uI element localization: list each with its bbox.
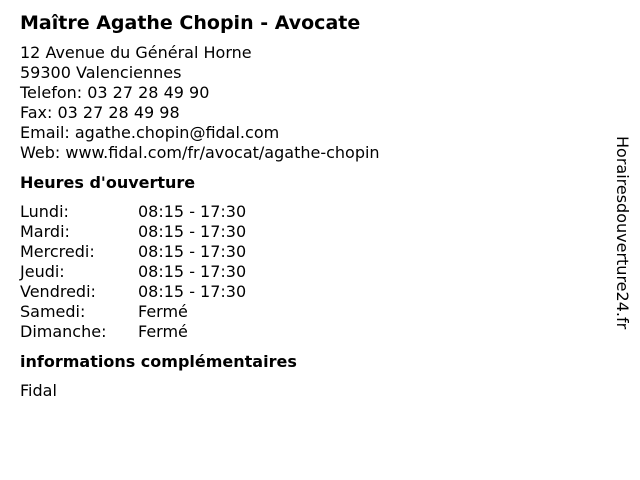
- time-value: Fermé: [138, 302, 188, 321]
- day-label: Vendredi:: [20, 282, 96, 301]
- day-label: Dimanche:: [20, 322, 107, 341]
- hours-row-tuesday: [20, 222, 600, 242]
- fax-number: Fax: 03 27 28 49 98: [20, 103, 180, 122]
- hours-table: [20, 202, 600, 342]
- website-url: Web: www.fidal.com/fr/avocat/agathe-chopin: [20, 143, 380, 162]
- contact-block: [20, 43, 600, 163]
- day-label: Samedi:: [20, 302, 86, 321]
- day-label: Mercredi:: [20, 242, 95, 261]
- hours-row-thursday: [20, 262, 600, 282]
- info-text: Fidal: [20, 381, 57, 400]
- site-brand-vertical: Horairesdouverture24.fr: [613, 136, 632, 330]
- listing-card: [20, 10, 600, 401]
- time-value: Fermé: [138, 322, 188, 341]
- day-label: Mardi:: [20, 222, 70, 241]
- time-value: 08:15 - 17:30: [138, 282, 247, 301]
- email-address: Email: agathe.chopin@fidal.com: [20, 123, 280, 142]
- time-value: 08:15 - 17:30: [138, 202, 247, 221]
- hours-row-monday: [20, 202, 600, 222]
- time-value: 08:15 - 17:30: [138, 222, 247, 241]
- day-label: Lundi:: [20, 202, 69, 221]
- day-label: Jeudi:: [20, 262, 65, 281]
- hours-row-saturday: [20, 302, 600, 322]
- hours-row-wednesday: [20, 242, 600, 262]
- time-value: 08:15 - 17:30: [138, 242, 247, 261]
- page-title: Maître Agathe Chopin - Avocate: [20, 12, 361, 34]
- phone-number: Telefon: 03 27 28 49 90: [20, 83, 210, 102]
- info-heading: informations complémentaires: [20, 352, 297, 371]
- hours-row-sunday: [20, 322, 600, 342]
- time-value: 08:15 - 17:30: [138, 262, 247, 281]
- city-postcode: 59300 Valenciennes: [20, 63, 182, 82]
- hours-heading: Heures d'ouverture: [20, 173, 196, 192]
- street-address: 12 Avenue du Général Horne: [20, 43, 252, 62]
- hours-row-friday: [20, 282, 600, 302]
